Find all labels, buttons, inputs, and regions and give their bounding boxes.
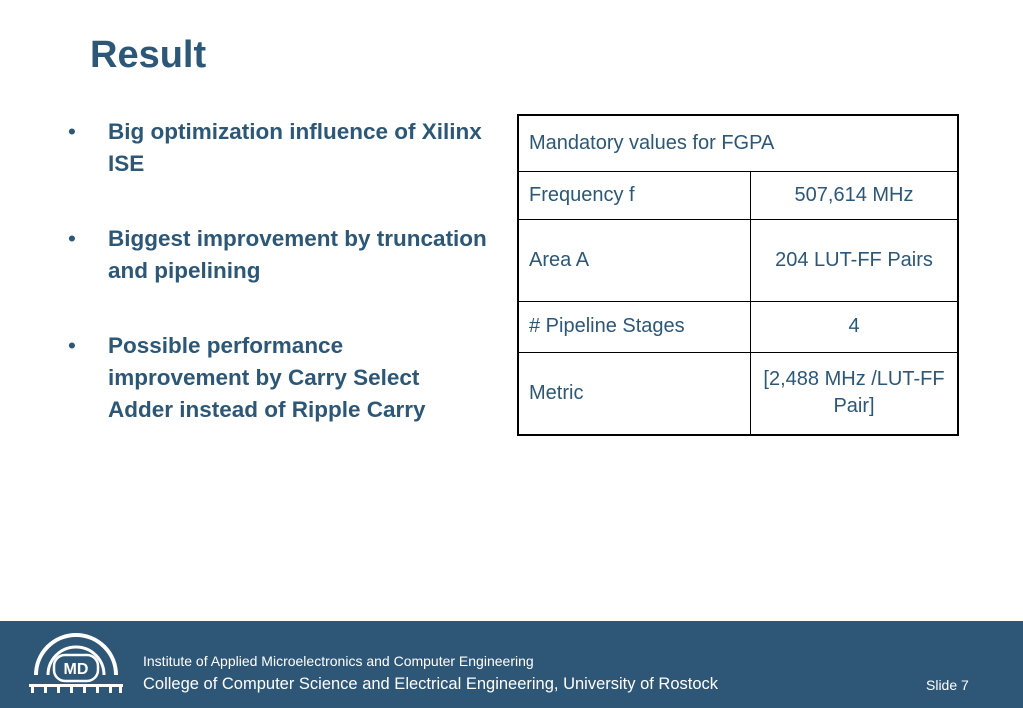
table-row xyxy=(518,171,958,219)
row-label: Area A xyxy=(518,219,751,301)
row-value: 507,614 MHz xyxy=(751,171,959,219)
row-label: Frequency f xyxy=(518,171,751,219)
bullet-glyph: • xyxy=(68,333,76,358)
bullet-item xyxy=(68,116,488,180)
page-title: Result xyxy=(90,34,207,76)
logo-text: MD xyxy=(63,661,89,678)
bullet-text: Biggest improvement by truncation and pipelining xyxy=(108,226,487,283)
table-row xyxy=(518,219,958,301)
slide-label: Slide xyxy=(926,677,958,693)
footer-bar xyxy=(0,621,1023,708)
bullet-item xyxy=(68,330,488,426)
table-header: Mandatory values for FGPA xyxy=(518,115,958,171)
table-row xyxy=(518,352,958,435)
table-header-row xyxy=(518,115,958,171)
bullet-list xyxy=(68,116,488,469)
row-value: 204 LUT-FF Pairs xyxy=(751,219,959,301)
bullet-text: Big optimization influence of Xilinx ISE xyxy=(108,119,482,176)
bullet-text: Possible performance improvement by Carry Select Adder instead of Ripple Carry xyxy=(108,333,426,422)
institute-logo-icon xyxy=(26,631,126,699)
values-table xyxy=(517,114,959,436)
bullet-glyph: • xyxy=(68,226,76,251)
college-name: College of Computer Science and Electrical Engineering, University of Rostock xyxy=(143,675,719,693)
bullet-glyph: • xyxy=(68,119,76,144)
row-label: Metric xyxy=(518,352,751,435)
slide-number-value: 7 xyxy=(961,677,969,693)
table-row xyxy=(518,301,958,352)
slide-number xyxy=(926,677,969,693)
row-label: # Pipeline Stages xyxy=(518,301,751,352)
institute-name: Institute of Applied Microelectronics and Computer Engineering xyxy=(143,653,534,669)
bullet-item xyxy=(68,223,488,287)
row-value: 4 xyxy=(751,301,959,352)
row-value: [2,488 MHz /LUT-FF Pair] xyxy=(751,352,959,435)
